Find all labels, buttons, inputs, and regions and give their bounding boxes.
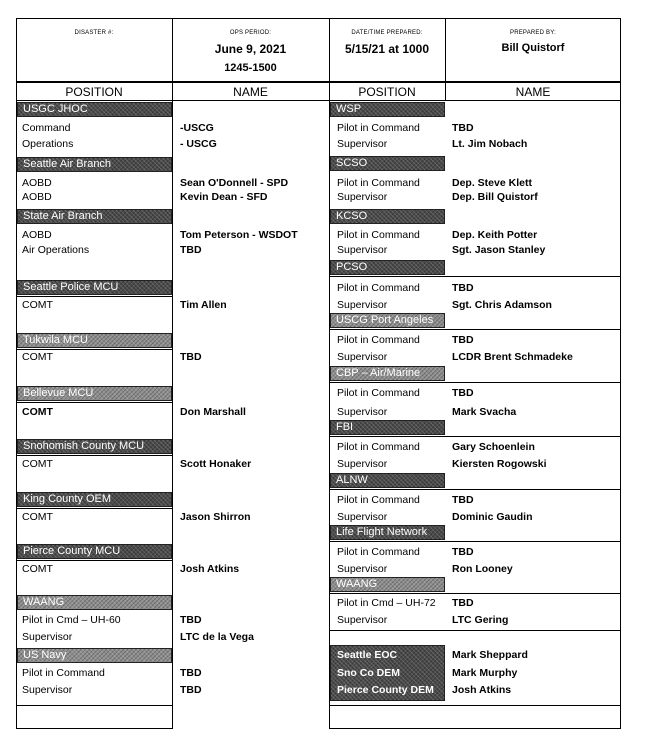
prepared-by-value: Bill Quistorf <box>501 42 565 54</box>
name-cell: TBD <box>452 546 474 558</box>
name-cell: Scott Honaker <box>180 458 252 470</box>
name-cell: TBD <box>452 334 474 346</box>
right-position-header: POSITION <box>358 85 416 99</box>
position-cell: Supervisor <box>337 191 388 203</box>
position-cell: Pilot in Command <box>337 334 420 346</box>
position-cell: Supervisor <box>337 244 388 256</box>
section-header-cbp-air-marine: CBP – Air/Marine <box>330 366 445 381</box>
left-name-header: NAME <box>233 85 268 99</box>
ops-period-date: June 9, 2021 <box>214 42 287 56</box>
name-cell: Dep. Bill Quistorf <box>452 191 538 203</box>
position-cell: Pilot in Command <box>337 441 420 453</box>
date-prepared-label: DATE/TIME PREPARED: <box>351 30 423 36</box>
name-cell: TBD <box>452 122 474 134</box>
name-cell: LTC Gering <box>452 614 509 626</box>
name-cell: TBD <box>452 597 474 609</box>
name-cell: Sgt. Jason Stanley <box>452 244 546 256</box>
eoc-name-pierce: Josh Atkins <box>452 684 512 696</box>
position-cell: Supervisor <box>337 563 388 575</box>
position-cell: Pilot in Command <box>337 387 420 399</box>
position-cell: Supervisor <box>337 138 388 150</box>
right-name-header: NAME <box>515 85 551 99</box>
name-cell: TBD <box>180 667 202 679</box>
section-header-state-air-branch: State Air Branch <box>17 209 172 224</box>
position-cell: Supervisor <box>337 458 388 470</box>
position-cell: Pilot in Command <box>337 177 420 189</box>
section-header-uscg-port-angeles: USCG Port Angeles <box>330 313 445 328</box>
position-cell: Pilot in Command <box>337 122 420 134</box>
ops-period-label: OPS PERIOD: <box>229 30 272 36</box>
name-cell: TBD <box>180 244 202 256</box>
ops-period-time: 1245-1500 <box>224 62 277 74</box>
section-header-waang-right: WAANG <box>330 577 445 592</box>
position-cell: Pilot in Command <box>337 229 420 241</box>
name-cell: Lt. Jim Nobach <box>452 138 528 150</box>
section-header-waang: WAANG <box>17 595 172 610</box>
name-cell: Jason Shirron <box>180 511 251 523</box>
name-cell: Josh Atkins <box>180 563 240 575</box>
name-cell: Sgt. Chris Adamson <box>452 299 552 311</box>
name-cell: TBD <box>452 282 474 294</box>
section-header-seattle-air-branch: Seattle Air Branch <box>17 157 172 172</box>
name-cell: Don Marshall <box>180 406 246 418</box>
position-cell: Pilot in Cmd – UH-72 <box>337 597 436 609</box>
name-cell: Mark Svacha <box>452 406 517 418</box>
name-cell: Dep. Steve Klett <box>452 177 532 189</box>
section-header-snohomish-county-mcu: Snohomish County MCU <box>17 439 172 454</box>
position-cell: Pilot in Command <box>337 546 420 558</box>
name-cell: Dep. Keith Potter <box>452 229 538 241</box>
position-cell: COMT <box>22 351 53 363</box>
name-cell: Tim Allen <box>180 299 227 311</box>
position-cell: Pilot in Command <box>337 494 420 506</box>
eoc-name-sno-co: Mark Murphy <box>452 667 518 679</box>
name-cell: Dominic Gaudin <box>452 511 533 523</box>
position-cell: Pilot in Command <box>22 667 105 679</box>
position-cell: Operations <box>22 138 74 150</box>
prepared-by-label: PREPARED BY: <box>510 30 556 36</box>
section-header-us-navy: US Navy <box>17 648 172 663</box>
position-cell: Supervisor <box>337 406 388 418</box>
section-header-pierce-county-mcu: Pierce County MCU <box>17 544 172 559</box>
position-cell: Supervisor <box>337 299 388 311</box>
position-cell: COMT <box>22 511 53 523</box>
position-cell: AOBD <box>22 229 52 241</box>
name-cell: Tom Peterson - WSDOT <box>180 229 298 241</box>
name-cell: TBD <box>452 387 474 399</box>
position-cell: Air Operations <box>22 244 90 256</box>
eoc-name-seattle: Mark Sheppard <box>452 649 528 661</box>
position-cell: Supervisor <box>337 351 388 363</box>
section-header-king-county-oem: King County OEM <box>17 492 172 507</box>
position-cell: Supervisor <box>337 614 388 626</box>
eoc-label-pierce: Pierce County DEM <box>337 684 434 696</box>
position-cell: COMT <box>22 299 53 311</box>
section-header-tukwila-mcu: Tukwila MCU <box>17 333 172 348</box>
section-header-wsp: WSP <box>330 102 445 117</box>
name-cell: Kevin Dean - SFD <box>180 191 268 203</box>
name-cell: - USCG <box>180 138 217 150</box>
name-cell: TBD <box>452 494 474 506</box>
date-prepared-value: 5/15/21 at 1000 <box>344 42 430 56</box>
name-cell: LCDR Brent Schmadeke <box>452 351 573 363</box>
section-header-bellevue-mcu: Bellevue MCU <box>17 386 172 401</box>
eoc-label-seattle: Seattle EOC <box>337 649 398 661</box>
position-cell: COMT <box>22 563 53 575</box>
position-cell: Supervisor <box>337 511 388 523</box>
name-cell: TBD <box>180 614 202 626</box>
section-header-scso: SCSO <box>330 156 445 171</box>
position-cell: AOBD <box>22 177 52 189</box>
eoc-label-sno-co: Sno Co DEM <box>337 667 400 679</box>
position-cell: Command <box>22 122 71 134</box>
section-header-pcso: PCSO <box>330 260 445 275</box>
name-cell: Kiersten Rogowski <box>452 458 547 470</box>
left-position-header: POSITION <box>65 85 123 99</box>
section-header-alnw: ALNW <box>330 473 445 488</box>
section-header-fbi: FBI <box>330 420 445 435</box>
name-cell: TBD <box>180 684 202 696</box>
disaster-label: DISASTER #: <box>74 30 114 36</box>
section-header-life-flight-network: Life Flight Network <box>330 525 445 540</box>
section-header-usgc-jhoc: USGC JHOC <box>17 102 172 117</box>
name-cell: Gary Schoenlein <box>452 441 535 453</box>
section-header-seattle-police-mcu: Seattle Police MCU <box>17 280 172 295</box>
position-cell: Pilot in Cmd – UH-60 <box>22 614 121 626</box>
name-cell: Ron Looney <box>452 563 513 575</box>
name-cell: Sean O'Donnell - SPD <box>180 177 289 189</box>
name-cell: LTC de la Vega <box>180 631 254 643</box>
position-cell: AOBD <box>22 191 52 203</box>
position-cell: COMT <box>22 406 53 418</box>
name-cell: TBD <box>180 351 202 363</box>
name-cell: -USCG <box>180 122 214 134</box>
position-cell: Supervisor <box>22 631 73 643</box>
position-cell: Pilot in Command <box>337 282 420 294</box>
section-header-kcso: KCSO <box>330 209 445 224</box>
position-cell: COMT <box>22 458 53 470</box>
position-cell: Supervisor <box>22 684 73 696</box>
